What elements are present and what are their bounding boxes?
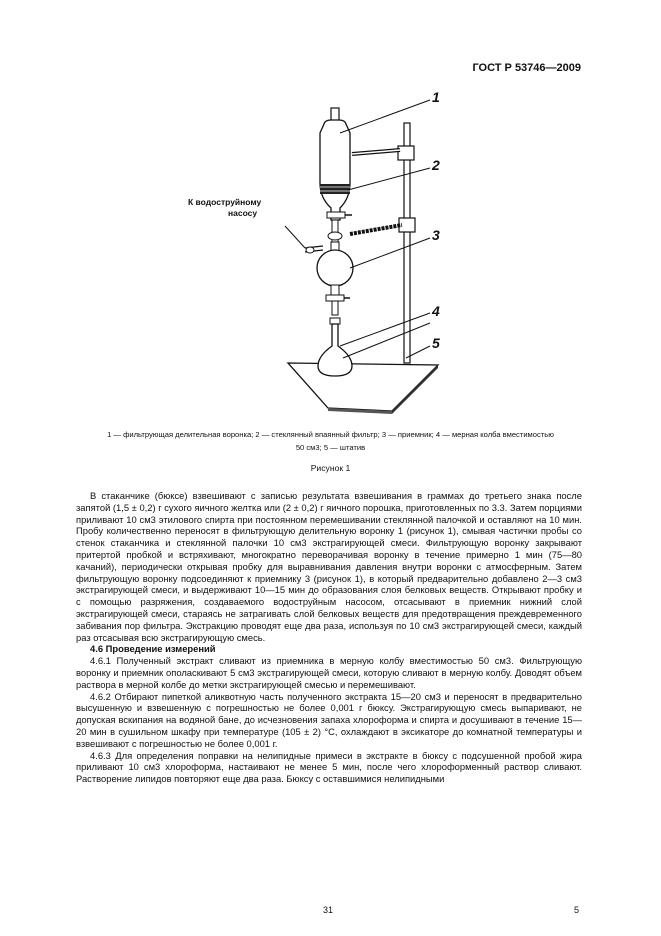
figure-caption: Рисунок 1 [310,463,351,473]
page-number-right: 5 [574,905,580,915]
paragraph-4-6-1: 4.6.1 Полученный экстракт сливают из приемника в мерную колбу вместимостью 50 см3. Фильтрующую воронку и приемник ополаскивают 5 см3 экстрагирующей смеси, которую сливают в мерную колбу. Доводят объем раствора в мерной колбе до метки экстрагирующей смесью и перемешивают. [76,655,582,690]
paragraph-1: В стаканчике (бюксе) взвешивают с записью результата взвешивания в граммах до третьего знака после запятой (1,5 ± 0,2) г сухого яичного желтка или (2 ± 0,2) г яичного порошка, приготовленных по 3.3. Затем порциями приливают 10 см3 этилового спирта при постоянном перемешивании стеклянной палочкой и оставляют на 10 мин. Пробу количественно переносят в фильтрующую делительную воронку 1 (рисунок 1), смывая частички пробы со стенок стаканчика и стеклянной палочки 10 см3 экстрагирующей смеси. Фильтрующую воронку закрывают притертой пробкой и встряхивают, многократно переворачивая воронку в течение примерно 1 мин (75—80 качаний), периодически открывая пробку для выравнивания давления внутри воронки с атмосферным. Затем фильтрующую воронку подсоединяют к приемнику 3 (рисунок 1), в который предварительно добавлено 2—3 см3 экстрагирующей смеси, и выдерживают 10—15 мин до образования слоя белковых веществ. Открывают пробку и с помощью разряжения, создаваемого водоструйным насосом, отсасывают в приемник нижний слой экстрагирующей смеси, стараясь не затрагивать слой белковых веществ для предотвращения преждевременного забивания пор фильтра. Экстракцию проводят еще два раза, используя по 10 см3 экстрагирующей смеси, каждый раз отсасывая всю экстрагирующую смесь. [76,490,582,643]
receiver-flask [317,250,353,286]
glass-filter [320,184,350,194]
apparatus-figure [180,88,480,418]
legend-line-2: 50 см3; 5 — штатив [295,443,366,452]
figure-label-5: 5 [432,335,440,351]
stand-base [288,363,438,411]
figure-legend [60,428,601,454]
pump-label-line1: К водоструйному [188,197,262,207]
page-number-left: 31 [323,905,334,915]
pump-label-line2: насосу [228,208,258,218]
legend-line-1: 1 — фильтрующая делительная воронка; 2 — стеклянный впаянный фильтр; 3 — приемник; 4 — мерная колба вместимостью [107,430,554,439]
paragraph-4-6-2: 4.6.2 Отбирают пипеткой аликвотную часть полученного экстракта 15—20 см3 и переносят в предварительно высушенную и взвешенную с погрешностью не более 0,001 г бюксу. Экстрагирующую смесь выпаривают, не допуская вскипания на водяной бане, до исчезновения запаха хлороформа и спирта и досушивают в течение 15—20 мин в сушильном шкафу при температуре (105 ± 2) °С, охлаждают в эксикаторе до комнатной температуры и взвешивают с погрешностью не более 0,001 г. [76,690,582,749]
separating-funnel [320,120,350,220]
body-text [76,490,582,785]
figure-label-3: 3 [432,227,440,243]
figure-label-1: 1 [432,89,440,105]
figure-label-4: 4 [432,303,440,319]
document-header: ГОСТ Р 53746—2009 [472,62,581,74]
paragraph-4-6-3: 4.6.3 Для определения поправки на нелипидные примеси в экстракте в бюксу с подсушенной пробой жира приливают 10 см3 хлороформа, настаивают не менее 5 мин, после чего хлороформенный раствор сливают. Растворение липидов повторяют еще два раза. Бюксу с оставшимися нелипидными [76,749,582,785]
figure-label-2: 2 [432,157,440,173]
section-title: 4.6 Проведение измерений [90,643,216,655]
volumetric-flask [318,324,352,376]
